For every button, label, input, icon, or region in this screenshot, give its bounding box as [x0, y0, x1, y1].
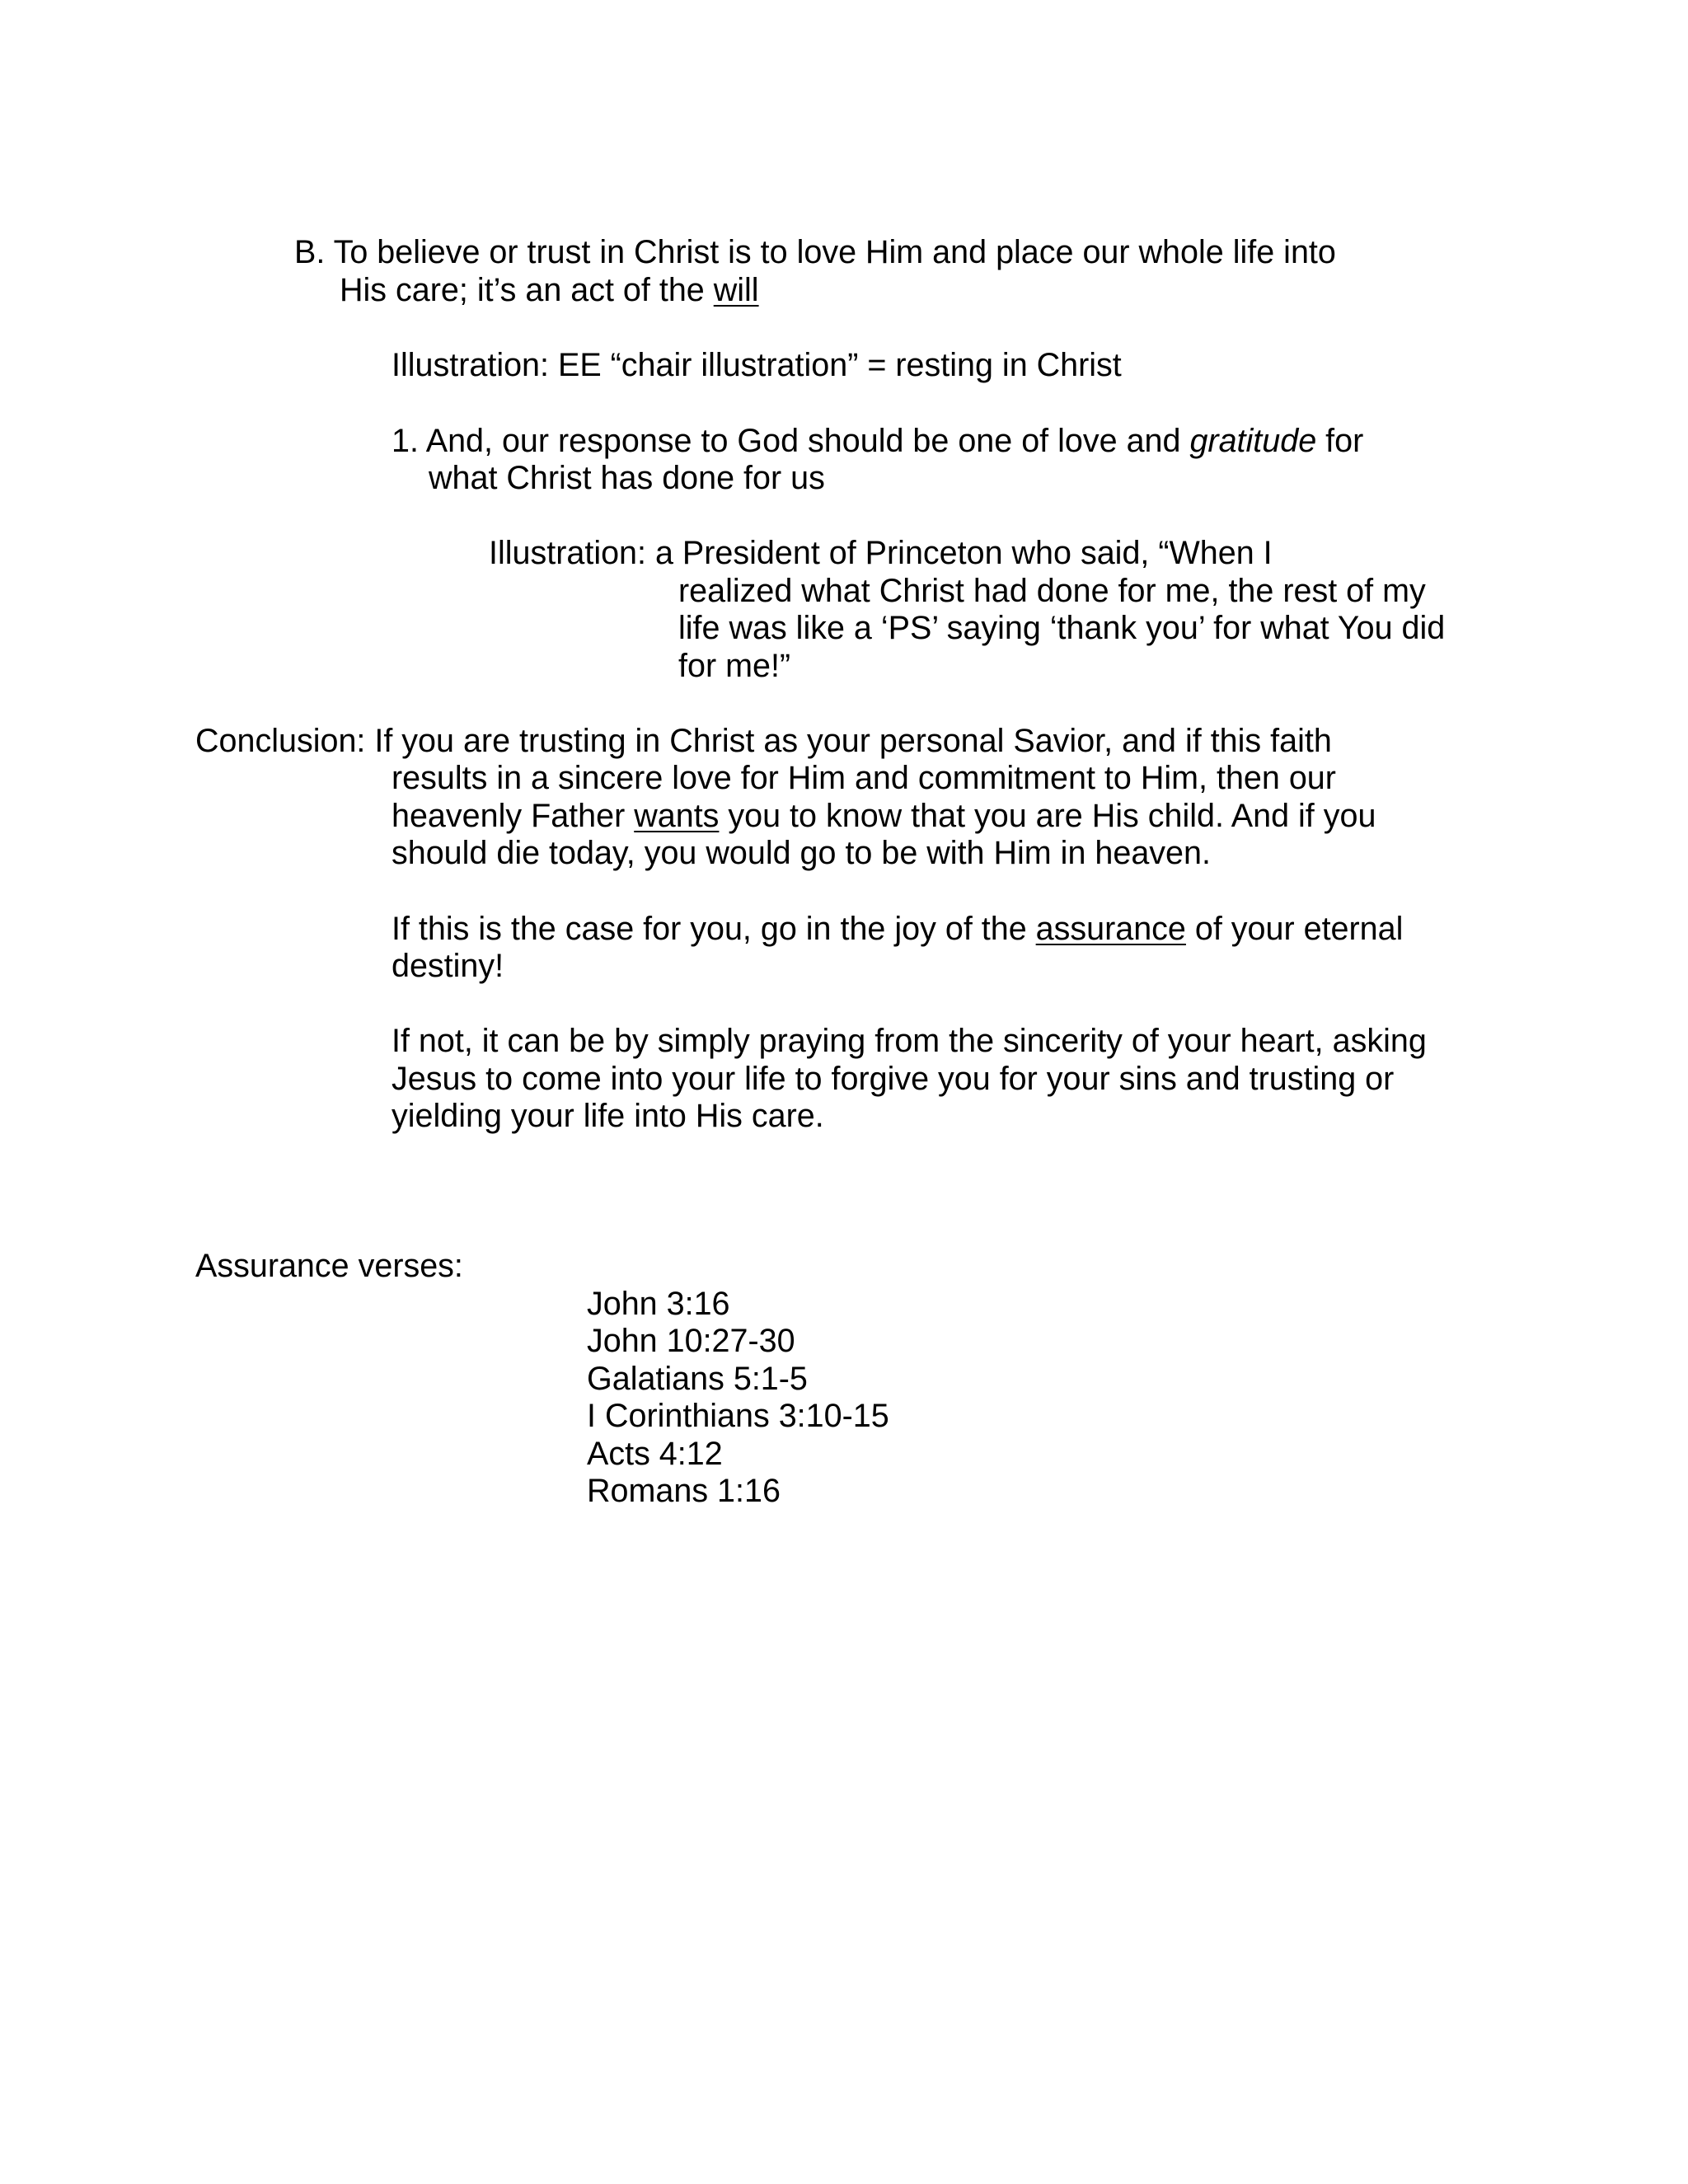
- assurance-paragraph-line-1: [392, 910, 1403, 948]
- assurance-verses-heading: Assurance verses:: [195, 1248, 463, 1284]
- section-b-line-1: B. To believe or trust in Christ is to love Him and place our whole life into: [294, 234, 1336, 270]
- conclusion-line-2: results in a sincere love for Him and commitment to Him, then our: [392, 760, 1336, 796]
- conclusion-text: heavenly Father: [392, 798, 635, 834]
- princeton-illustration-line-2: realized what Christ had done for me, the rest of my: [678, 573, 1426, 609]
- assurance-text: If this is the case for you, go in the joy of the: [392, 911, 1036, 947]
- princeton-illustration-line-1: Illustration: a President of Princeton who said, “When I: [489, 535, 1273, 571]
- point-1-line-1: [392, 422, 1363, 460]
- gratitude-italic: gratitude: [1189, 423, 1317, 459]
- assurance-paragraph-line-2: destiny!: [392, 948, 504, 984]
- verse-item: John 3:16: [587, 1286, 730, 1322]
- princeton-illustration-line-3: life was like a ‘PS’ saying ‘thank you’ for what You did: [678, 610, 1446, 646]
- conclusion-text-after: you to know that you are His child. And if you: [719, 798, 1376, 834]
- verse-item: Acts 4:12: [587, 1436, 723, 1472]
- point-1-text: 1. And, our response to God should be one of love and: [392, 423, 1190, 459]
- chair-illustration: Illustration: EE “chair illustration” = resting in Christ: [392, 347, 1122, 383]
- conclusion-line-3: [392, 797, 1376, 835]
- conclusion-line-4: should die today, you would go to be with Him in heaven.: [392, 835, 1211, 871]
- if-not-line-2: Jesus to come into your life to forgive you for your sins and trusting or: [392, 1061, 1395, 1097]
- verse-item: I Corinthians 3:10-15: [587, 1398, 889, 1434]
- point-1-line-2: what Christ has done for us: [429, 460, 825, 496]
- point-1-text-after: for: [1316, 423, 1364, 459]
- if-not-line-3: yielding your life into His care.: [392, 1098, 824, 1134]
- princeton-illustration-line-4: for me!”: [678, 648, 791, 684]
- conclusion-line-1: Conclusion: If you are trusting in Christ as your personal Savior, and if this faith: [195, 723, 1332, 759]
- wants-underlined: wants: [634, 798, 720, 834]
- section-b-text: His care; it’s an act of the: [340, 272, 714, 308]
- assurance-underlined: assurance: [1035, 911, 1186, 947]
- verse-item: John 10:27-30: [587, 1323, 795, 1359]
- assurance-text-after: of your eternal: [1185, 911, 1404, 947]
- will-underlined: will: [713, 272, 759, 308]
- verse-item: Romans 1:16: [587, 1473, 781, 1509]
- section-b-line-2: [340, 271, 759, 309]
- if-not-line-1: If not, it can be by simply praying from the sincerity of your heart, asking: [392, 1023, 1427, 1059]
- verse-item: Galatians 5:1-5: [587, 1361, 808, 1397]
